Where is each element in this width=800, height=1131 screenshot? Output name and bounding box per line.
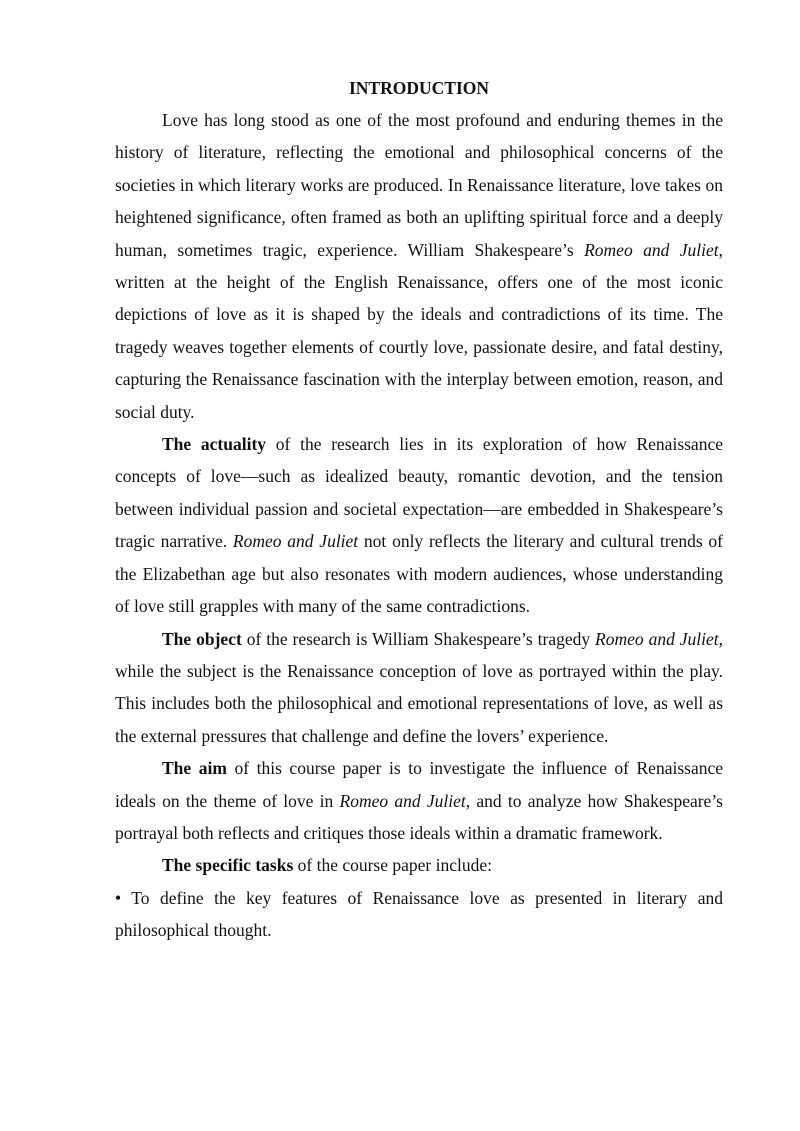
document-body — [115, 72, 723, 947]
play-title-italic: Romeo and Juliet — [584, 239, 719, 260]
paragraph-tasks — [115, 849, 723, 881]
list-item: • To define the key features of Renaissance love as presented in literary and philosophical thought. — [115, 887, 723, 941]
bold-term: The specific tasks — [162, 855, 294, 876]
paragraph-text: of this course paper is to investigate the influence of Renaissance ideals on the theme of love in — [115, 758, 723, 811]
paragraph-text: of the research is William Shakespeare’s tragedy — [241, 628, 596, 649]
paragraph-text: , while the subject is the Renaissance conception of love as portrayed within the play. This includes both the philosophical and emotional representations of love, as well as the external pressures that challenge and define the lovers’ experience. — [115, 628, 723, 746]
paragraph-object — [115, 623, 723, 753]
play-title-italic: Romeo and Juliet — [595, 628, 719, 649]
paragraph-text: Love has long stood as one of the most profound and enduring themes in the history of literature, reflecting the emotional and philosophical concerns of the societies in which literary works are produced. In Renaissance literature, love takes on heightened significance, often framed as both an uplifting spiritual force and a deeply human, sometimes tragic, experience. William Shakespeare’s — [115, 110, 723, 260]
bold-term: The object — [162, 628, 242, 649]
bold-term: The actuality — [162, 434, 267, 455]
paragraph-actuality — [115, 428, 723, 622]
paragraph-text: , and to analyze how Shakespeare’s portrayal both reflects and critiques those ideals within a dramatic framework. — [115, 790, 723, 843]
bold-term: The aim — [162, 758, 227, 779]
paragraph-aim — [115, 752, 723, 849]
play-title-italic: Romeo and Juliet — [339, 790, 466, 811]
play-title-italic: Romeo and Juliet — [232, 531, 359, 552]
paragraph-text: of the research lies in its exploration of how Renaissance concepts of love—such as idealized beauty, romantic devotion, and the tension between individual passion and societal expectation—are embedded in Shakespeare’s tragic narrative. — [115, 434, 723, 552]
paragraph-text: , written at the height of the English Renaissance, offers one of the most iconic depictions of love as it is shaped by the ideals and contradictions of its time. The tragedy weaves together elements of courtly love, passionate desire, and fatal destiny, capturing the Renaissance fascination with the interplay between emotion, reason, and social duty. — [115, 239, 723, 422]
paragraph-intro — [115, 104, 723, 428]
page-title: INTRODUCTION — [348, 78, 490, 98]
paragraph-text: not only reflects the literary and cultural trends of the Elizabethan age but also resonates with modern audiences, whose understanding of love still grapples with many of the same contradictions. — [115, 531, 723, 617]
paragraph-text: of the course paper include: — [293, 855, 492, 876]
